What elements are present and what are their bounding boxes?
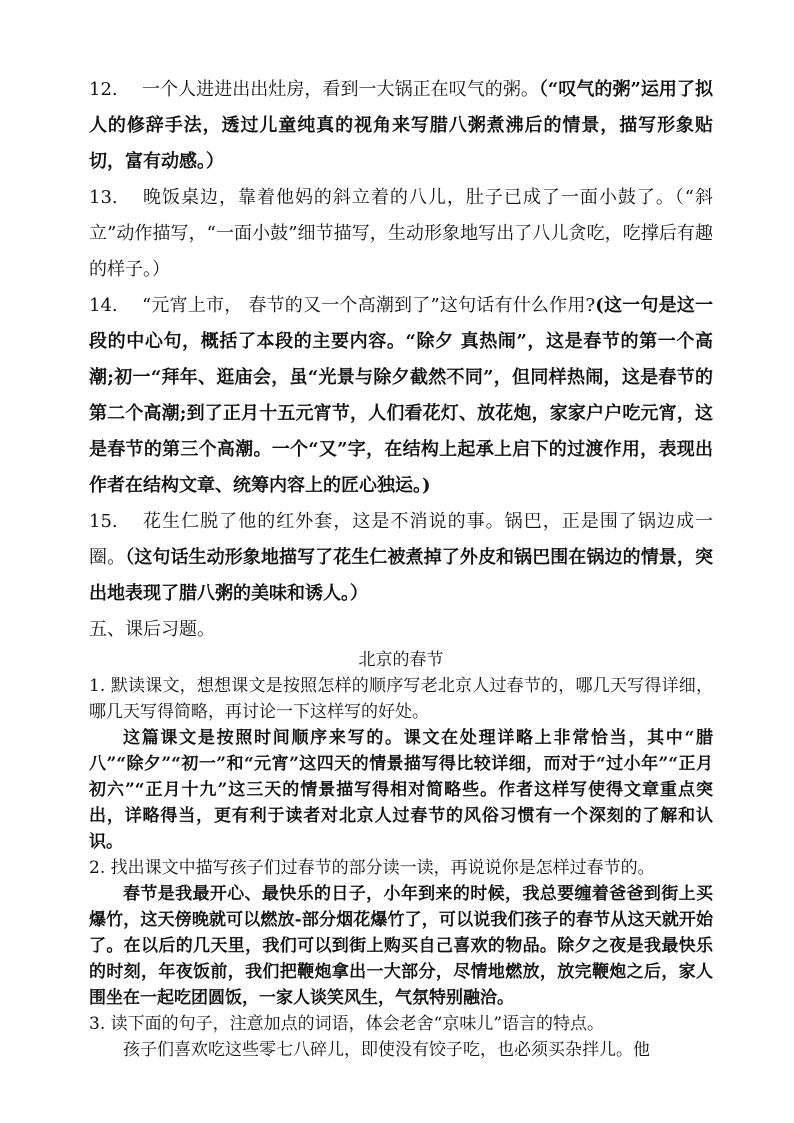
item-text: 花生仁脱了他的红外套，这是不消说的事。锅巴，正是围了锅边成一圈。 bbox=[89, 511, 713, 568]
lesson-title: 北京的春节 bbox=[358, 650, 444, 670]
item-15 bbox=[89, 504, 713, 612]
item-text: 一个人进进出出灶房，看到一大锅正在叹气的粥。 bbox=[142, 79, 539, 100]
answer-1: 这篇课文是按照时间顺序来写的。课文在处理详略上非常恰当，其中“腊八”“除夕”“初一”和“元宵”这四天的情景描写得比较详细，而对于“过小年”“正月初六”“正月十九”这三天的情景描写得相对简略些。作者这样写使得文章重点突出，详略得当，更有利于读者对北京人过春节的风俗习惯有一个深刻的了解和认识。 bbox=[89, 728, 713, 852]
item-number: 15. bbox=[89, 511, 118, 532]
answer-2: 春节是我最开心、最快乐的日子，小年到来的时候，我总要缠着爸爸到街上买爆竹，这天傍晚就可以燃放-部分烟花爆竹了，可以说我们孩子的春节从这天就开始了。在以后的几天里，我们可以到街上购买自己喜欢的物品。除夕之夜是我最快乐的时刻，年夜饭前，我们把鞭炮拿出一大部分，尽情地燃放，放完鞭炮之后，家人围坐在一起吃团圆饭，一家人谈笑风生，气氛特别融洽。 bbox=[89, 884, 713, 1008]
item-text: 晚饭桌边，靠着他妈的斜立着的八儿，肚子已成了一面小鼓了。（“斜立”动作描写，“一面小鼓”细节描写，生动形象地写出了八儿贪吃，吃撑后有趣的样子。） bbox=[89, 187, 713, 280]
item-13 bbox=[89, 180, 713, 288]
item-14 bbox=[89, 288, 713, 504]
item-number: 14. bbox=[89, 295, 118, 316]
question-3: 3. 读下面的句子，注意加点的词语，体会老舍“京味儿”语言的特点。 bbox=[89, 1014, 605, 1034]
item-number: 12. bbox=[89, 79, 118, 100]
document-page bbox=[89, 72, 713, 1063]
example-sentence: 孩子们喜欢吃这些零七八碎儿，即使没有饺子吃，也必须买杂拌儿。他 bbox=[123, 1040, 650, 1060]
item-number: 13. bbox=[89, 187, 118, 208]
item-answer: （“叹气的粥”运用了拟人的修辞手法，透过儿童纯真的视角来写腊八粥煮沸后的情景，描写形象贴切，富有动感。） bbox=[89, 79, 713, 172]
item-12 bbox=[89, 72, 713, 180]
item-text: “元宵上市， 春节的又一个高潮到了”这句话有什么作用? bbox=[142, 295, 596, 316]
section-heading: 五、课后习题。 bbox=[89, 619, 215, 640]
item-answer: （这句话生动形象地描写了花生仁被煮掉了外皮和锅巴围在锅边的情景，突出地表现了腊八粥的美味和诱人。） bbox=[89, 547, 714, 604]
question-2: 2. 找出课文中描写孩子们过春节的部分读一读，再说说你是怎样过春节的。 bbox=[89, 858, 655, 878]
question-1: 1. 默读课文，想想课文是按照怎样的顺序写老北京人过春节的，哪几天写得详细，哪几天写得简略，再讨论一下这样写的好处。 bbox=[89, 676, 713, 722]
item-answer: (这一句是这一段的中心句，概括了本段的主要内容。“除夕 真热闹”，这是春节的第一个高潮;初一“拜年、逛庙会，虽“光景与除夕截然不同”，但同样热闹，这是春节的第二个高潮;到了正月十五元宵节，人们看花灯、放花炮，家家户户吃元宵，这是春节的第三个高潮。一个“又”字，在结构上起承上启下的过渡作用，表现出作者在结构文章、统筹内容上的匠心独运。) bbox=[89, 295, 713, 496]
